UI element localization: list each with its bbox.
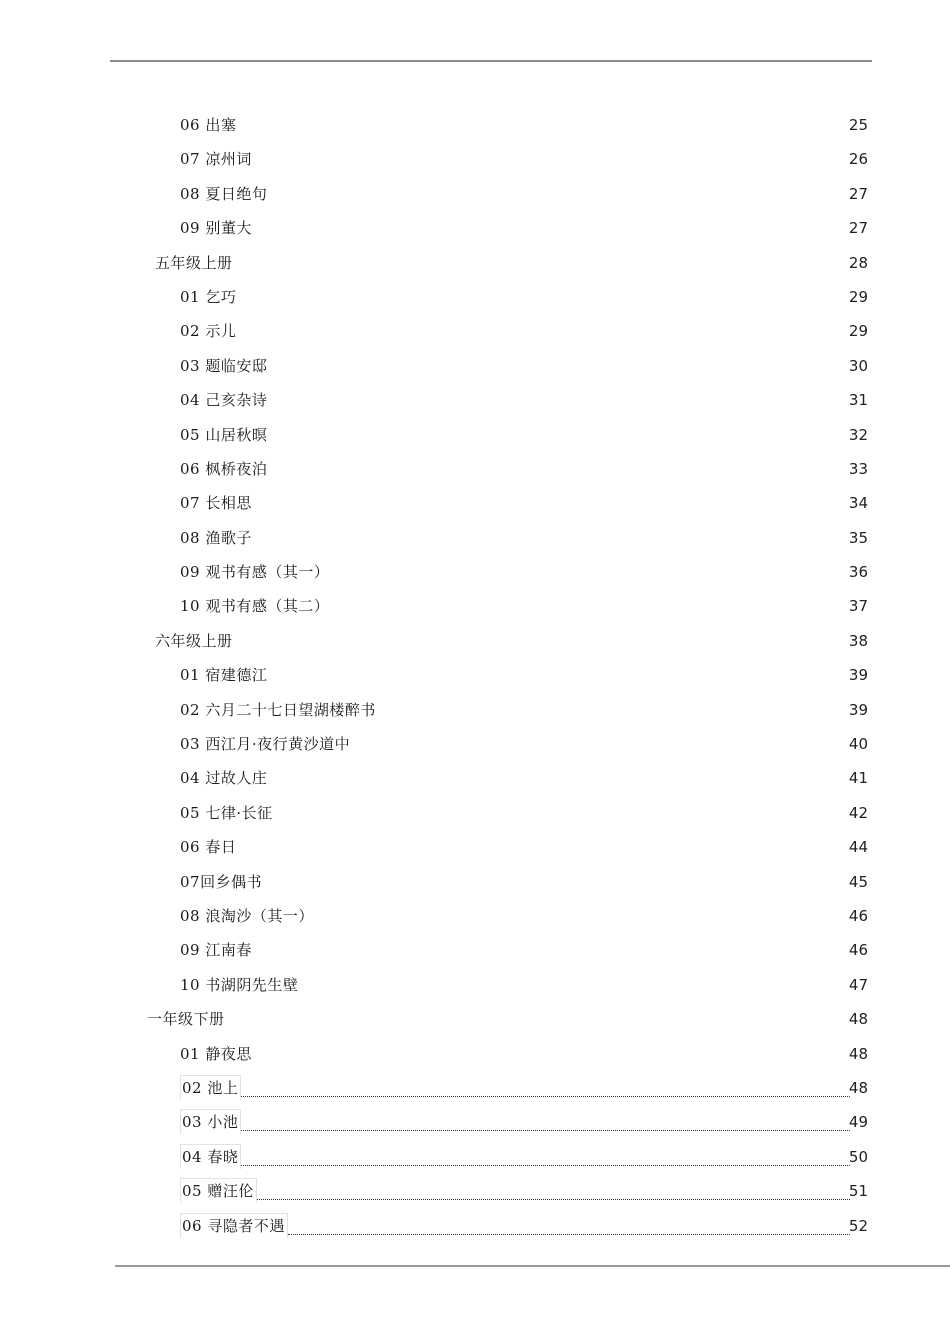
toc-entry[interactable] (0, 1104, 950, 1138)
toc-entry[interactable] (0, 1070, 950, 1104)
toc-entry-title: 06 枫桥夜泊 (180, 459, 268, 478)
toc-page-number: 44 (848, 838, 868, 857)
toc-entry-title: 09 别董大 (180, 219, 252, 238)
toc-page-number: 41 (848, 769, 868, 788)
toc-entry-title: 六年级上册 (155, 631, 233, 650)
toc-page-number: 30 (848, 356, 868, 375)
toc-entry-title: 07 长相思 (180, 494, 252, 513)
toc-entry-title: 08 夏日绝句 (180, 184, 268, 203)
toc-entry[interactable] (0, 657, 950, 691)
toc-page-number: 52 (848, 1216, 868, 1235)
toc-entry-title: 一年级下册 (147, 1010, 225, 1029)
toc-entry-title: 02 示儿 (180, 322, 237, 341)
header-rule (110, 60, 872, 62)
toc-entry-title: 03 西江月·夜行黄沙道中 (180, 735, 351, 754)
toc-entry[interactable] (0, 176, 950, 210)
toc-page-number: 49 (848, 1113, 868, 1132)
toc-page-number: 42 (848, 803, 868, 822)
toc-entry[interactable] (0, 967, 950, 1001)
toc-page-number: 48 (848, 1010, 868, 1029)
toc-page-number: 37 (848, 597, 868, 616)
toc-page-number: 25 (848, 116, 868, 134)
toc-dot-leader (241, 1096, 850, 1097)
toc-page-number: 36 (848, 563, 868, 582)
toc-entry[interactable] (0, 1173, 950, 1207)
toc-page-number: 51 (848, 1182, 868, 1201)
toc-page-number: 35 (848, 528, 868, 547)
toc-entry[interactable] (0, 932, 950, 966)
toc-entry[interactable] (0, 1208, 950, 1242)
toc-page-number: 26 (848, 150, 868, 169)
toc-entry-title: 03 题临安邸 (180, 356, 268, 375)
toc-page-number: 38 (848, 631, 868, 650)
toc-page-number: 46 (848, 941, 868, 960)
toc-entry[interactable] (0, 760, 950, 794)
toc-entry-title: 04 己亥杂诗 (180, 391, 268, 410)
toc-page-number: 48 (848, 1078, 868, 1097)
toc-page-number: 46 (848, 906, 868, 925)
toc-entry-title: 07回乡偶书 (180, 872, 263, 891)
toc-dot-leader (288, 1234, 850, 1235)
toc-page-number: 33 (848, 459, 868, 478)
toc-page-number: 39 (848, 666, 868, 685)
toc-section-heading[interactable] (0, 245, 950, 279)
footer-rule (115, 1265, 950, 1267)
toc-entry-title: 10 观书有感（其二） (180, 597, 330, 616)
toc-page-number: 50 (848, 1147, 868, 1166)
toc-entry[interactable] (0, 692, 950, 726)
toc-entry-title: 05 山居秋暝 (180, 425, 268, 444)
toc-page-number: 32 (848, 425, 868, 444)
toc-page-number: 29 (848, 322, 868, 341)
toc-entry-title: 04 春晓 (180, 1144, 241, 1169)
toc-page-number: 34 (848, 494, 868, 513)
toc-entry-title: 06 寻隐者不遇 (180, 1213, 288, 1238)
toc-entry-title: 02 六月二十七日望湖楼醉书 (180, 700, 376, 719)
toc-entry-title: 01 宿建德江 (180, 666, 268, 685)
toc-page-number: 28 (848, 253, 868, 272)
toc-entry-title: 03 小池 (180, 1109, 241, 1134)
toc-page-number: 47 (848, 975, 868, 994)
toc-entry-title: 05 七律·长征 (180, 803, 273, 822)
toc-entry[interactable] (0, 313, 950, 347)
toc-page-number: 27 (848, 219, 868, 238)
toc-entry-title: 01 乞巧 (180, 287, 237, 306)
toc-section-heading[interactable] (0, 623, 950, 657)
toc-entry-title: 01 静夜思 (180, 1044, 252, 1063)
toc-section-heading[interactable] (0, 1001, 950, 1035)
toc-entry[interactable] (0, 210, 950, 244)
toc-entry[interactable] (0, 141, 950, 175)
toc-page-number: 27 (848, 184, 868, 203)
toc-dot-leader (241, 1165, 850, 1166)
toc-entry[interactable] (0, 107, 950, 141)
toc-entry-title: 07 凉州词 (180, 150, 252, 169)
toc-entry[interactable] (0, 1139, 950, 1173)
table-of-contents (0, 107, 950, 1242)
toc-entry-title: 09 江南春 (180, 941, 252, 960)
toc-page-number: 45 (848, 872, 868, 891)
toc-page-number: 40 (848, 735, 868, 754)
toc-entry[interactable] (0, 417, 950, 451)
toc-entry-title: 02 池上 (180, 1075, 241, 1100)
toc-entry-title: 10 书湖阴先生壁 (180, 975, 299, 994)
toc-dot-leader (241, 1130, 850, 1131)
toc-entry[interactable] (0, 485, 950, 519)
toc-entry-title: 08 渔歌子 (180, 528, 252, 547)
toc-entry[interactable] (0, 1036, 950, 1070)
toc-entry-title: 06 春日 (180, 838, 237, 857)
toc-entry-title: 04 过故人庄 (180, 769, 268, 788)
toc-entry[interactable] (0, 898, 950, 932)
toc-entry[interactable] (0, 864, 950, 898)
toc-page-number: 39 (848, 700, 868, 719)
toc-entry[interactable] (0, 382, 950, 416)
toc-page-number: 31 (848, 391, 868, 410)
toc-entry[interactable] (0, 279, 950, 313)
toc-entry-title: 06 出塞 (180, 116, 237, 134)
toc-entry-title: 08 浪淘沙（其一） (180, 906, 314, 925)
toc-entry[interactable] (0, 451, 950, 485)
toc-page-number: 48 (848, 1044, 868, 1063)
toc-entry-title: 09 观书有感（其一） (180, 563, 330, 582)
toc-entry[interactable] (0, 554, 950, 588)
toc-entry-title: 五年级上册 (155, 253, 233, 272)
toc-page-number: 29 (848, 287, 868, 306)
toc-entry[interactable] (0, 520, 950, 554)
toc-entry[interactable] (0, 348, 950, 382)
toc-entry[interactable] (0, 726, 950, 760)
toc-entry[interactable] (0, 795, 950, 829)
toc-dot-leader (257, 1199, 850, 1200)
toc-entry[interactable] (0, 588, 950, 622)
toc-entry[interactable] (0, 829, 950, 863)
toc-entry-title: 05 赠汪伦 (180, 1178, 257, 1203)
